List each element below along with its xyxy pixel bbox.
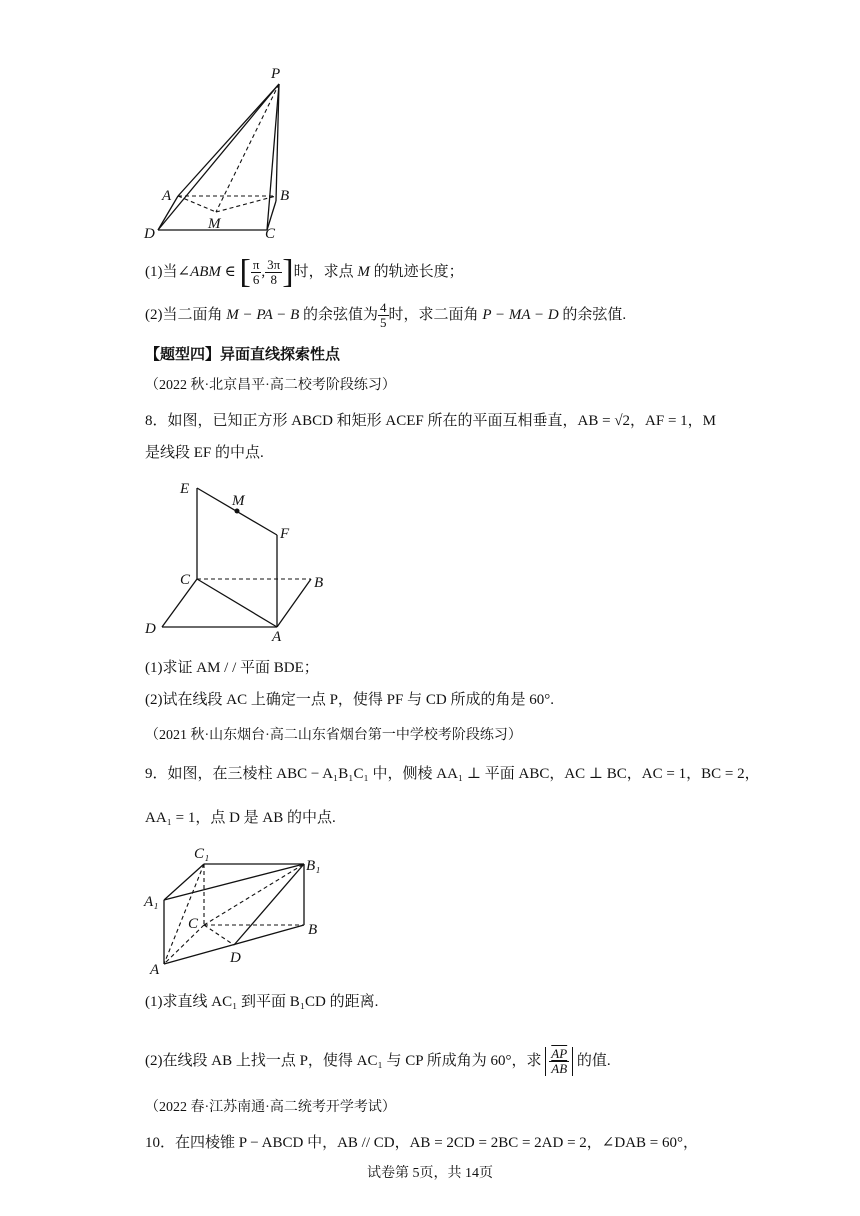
edge-cd3 (204, 925, 234, 945)
label-b1: B₁ (306, 858, 321, 874)
edge-mb (216, 196, 276, 212)
q8-part2: (2)试在线段 AC 上确定一点 P，使得 PF 与 CD 所成的角是 60°. (145, 692, 554, 708)
label-e: E (180, 481, 190, 497)
edge-a1b1 (164, 864, 304, 900)
label-d3: D (230, 950, 241, 966)
pyramid-figure (140, 62, 310, 242)
edge-ab2 (277, 579, 311, 627)
label-p: P (271, 66, 281, 82)
q8-line2: 是线段 EF 的中点. (145, 445, 264, 461)
q8-part1: (1)求证 AM / / 平面 BDE； (145, 660, 319, 676)
edge-pd (158, 84, 279, 230)
label-c2: C (180, 572, 191, 588)
page-footer: 试卷第 5页，共 14页 (367, 1166, 493, 1181)
q7-part2: (2)当二面角 M − PA − B 的余弦值为 $\frac{4}{5}$ 时，求二面角 P − MA − D 的余弦值. (145, 300, 627, 331)
square-rectangle-figure (140, 475, 340, 645)
label-c: C (265, 226, 276, 242)
edge-ca (197, 579, 277, 627)
q9-line2: AA₁ = 1，点 D 是 AB 的中点. (145, 810, 336, 826)
section-heading: 【题型四】异面直线探索性点 (145, 345, 341, 363)
label-a1: A₁ (144, 894, 159, 910)
edge-cb1 (204, 864, 304, 925)
label-a3: A (150, 962, 160, 977)
edge-ac1 (164, 864, 204, 964)
prism-figure (140, 842, 340, 977)
label-f: F (280, 526, 290, 542)
edge-b1d (234, 864, 304, 945)
q9-part1: (1)求直线 AC₁ 到平面 B₁CD 的距离. (145, 994, 379, 1010)
label-m2: M (232, 493, 245, 509)
label-d: D (144, 226, 155, 242)
point-m (235, 509, 240, 514)
label-m: M (208, 216, 221, 232)
q9-line1: 9．如图，在三棱柱 ABC − A₁B₁C₁ 中，侧棱 AA₁ ⊥ 平面 ABC，AC ⊥ BC，AC = 1，BC = 2， (145, 766, 760, 782)
label-a: A (162, 188, 172, 204)
q10-line1: 10．在四棱锥 P − ABCD 中，AB // CD，AB = 2CD = 2BC = 2AD = 2，∠DAB = 60°， (145, 1135, 698, 1151)
label-b: B (280, 188, 290, 204)
label-b3: B (308, 922, 318, 938)
label-b2: B (314, 575, 324, 591)
q9-part2: (2)在线段 AB 上找一点 P，使得 AC₁ 与 CP 所成角为 60°，求 $\frac{\overline{AP}}{AB}$ 的值. (145, 1046, 611, 1077)
label-c3: C (188, 916, 199, 932)
label-c1: C₁ (194, 846, 210, 862)
q7-part1: (1)当∠ABM ∈ [ $\frac{\pi}{6}$ , $\frac{3\pi}{8}$ ]时，求点 M 的轨迹长度； (145, 253, 464, 291)
edge-pa (178, 84, 279, 196)
q10-source: （2022 春·江苏南通·高二统考开学考试） (145, 1100, 396, 1115)
q9-source: （2021 秋·山东烟台·高二山东省烟台第一中学校考阶段练习） (145, 728, 522, 743)
label-d2: D (145, 621, 156, 637)
q8-line1: 8．如图，已知正方形 ABCD 和矩形 ACEF 所在的平面互相垂直，AB = √2，AF = 1，M (145, 413, 717, 429)
label-a2: A (272, 629, 282, 645)
q8-source: （2022 秋·北京昌平·高二校考阶段练习） (145, 378, 396, 393)
